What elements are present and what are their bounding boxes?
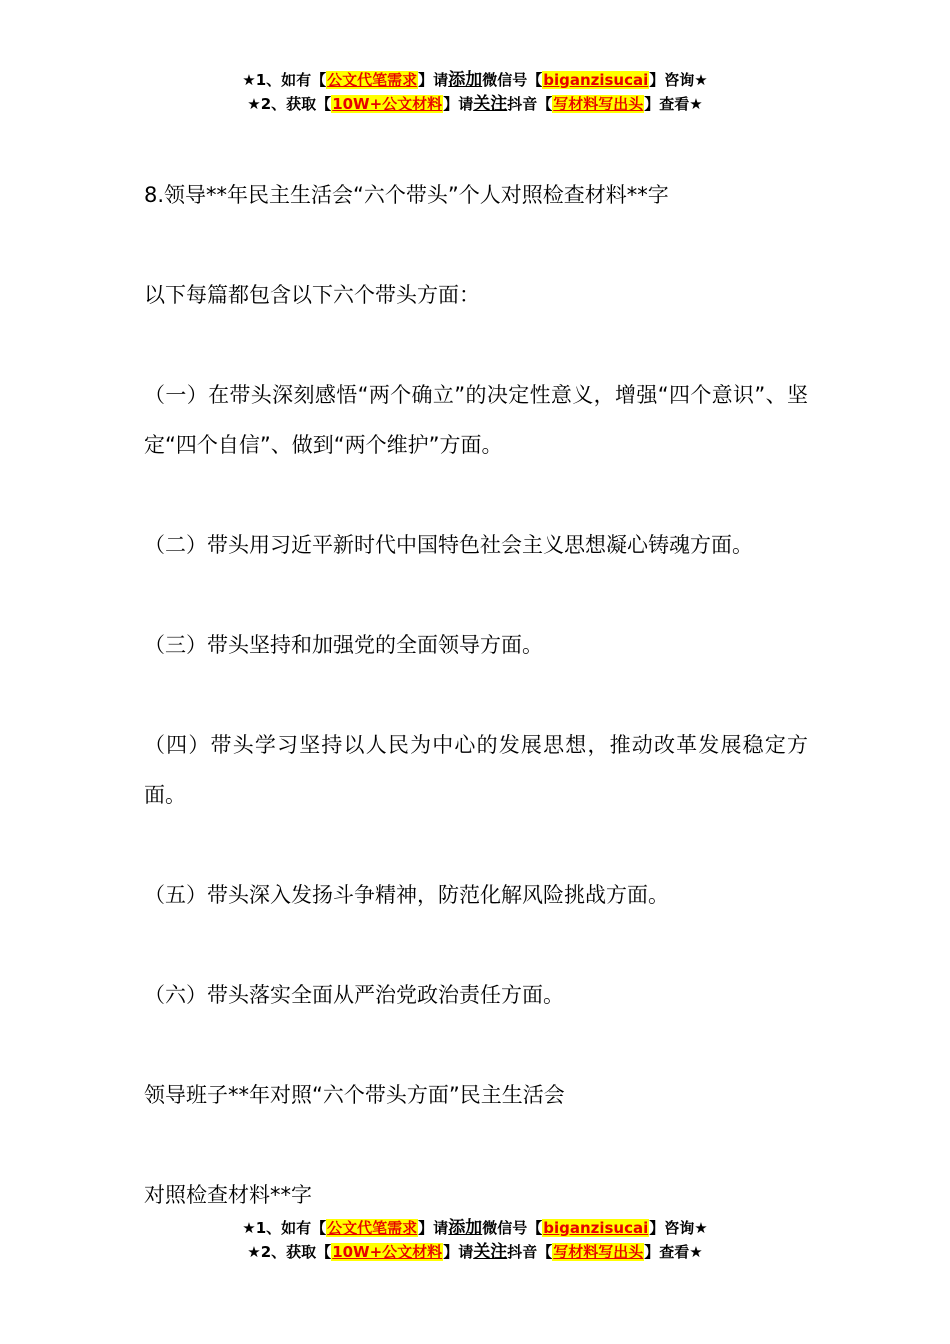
promo-line-1: [0, 1216, 950, 1240]
promo-text: 】请: [418, 1219, 449, 1237]
promo-text: 】咨询★: [649, 71, 708, 89]
promo-text: 微信号【: [482, 71, 543, 89]
promo-line-2: [0, 92, 950, 116]
intro-paragraph: 以下每篇都包含以下六个带头方面：: [144, 283, 480, 307]
document-body: [144, 170, 808, 1270]
promo-emphasis: 关注: [473, 94, 508, 114]
promo-text: 抖音【: [507, 1243, 553, 1261]
promo-text: 抖音【: [507, 95, 553, 113]
promo-banner-bottom: [0, 1216, 950, 1264]
promo-text: ★2、获取【: [247, 95, 332, 113]
promo-highlight: 公文代笔需求: [327, 71, 418, 89]
promo-highlight: 10W+公文材料: [332, 1243, 443, 1261]
promo-line-1: [0, 68, 950, 92]
promo-emphasis: 关注: [473, 1242, 508, 1262]
promo-text: ★1、如有【: [242, 1219, 327, 1237]
document-title: 8.领导**年民主生活会“六个带头”个人对照检查材料**字: [144, 183, 669, 207]
promo-text: 】请: [418, 71, 449, 89]
promo-text: 】请: [443, 95, 474, 113]
item-paragraph: （一）在带头深刻感悟“两个确立”的决定性意义，增强“四个意识”、坚定“四个自信”、做到“两个维护”方面。: [144, 383, 808, 457]
douyin-id-highlight: 写材料写出头: [553, 95, 644, 113]
item-paragraph: （六）带头落实全面从严治党政治责任方面。: [144, 983, 564, 1007]
item-paragraph: （二）带头用习近平新时代中国特色社会主义思想凝心铸魂方面。: [144, 533, 753, 557]
douyin-id-highlight: 写材料写出头: [553, 1243, 644, 1261]
promo-text: 微信号【: [482, 1219, 543, 1237]
wechat-id-highlight: biganzisucai: [543, 71, 649, 89]
promo-text: ★2、获取【: [247, 1243, 332, 1261]
wechat-id-highlight: biganzisucai: [543, 1219, 649, 1237]
promo-line-2: [0, 1240, 950, 1264]
promo-text: 】咨询★: [649, 1219, 708, 1237]
promo-text: 】请: [443, 1243, 474, 1261]
promo-emphasis: 添加: [448, 70, 483, 90]
closing-paragraph: 对照检查材料**字: [144, 1183, 312, 1207]
promo-emphasis: 添加: [448, 1218, 483, 1238]
promo-text: 】查看★: [644, 95, 703, 113]
closing-paragraph: 领导班子**年对照“六个带头方面”民主生活会: [144, 1083, 565, 1107]
promo-text: 】查看★: [644, 1243, 703, 1261]
promo-banner-top: [0, 68, 950, 116]
promo-text: ★1、如有【: [242, 71, 327, 89]
promo-highlight: 公文代笔需求: [327, 1219, 418, 1237]
promo-highlight: 10W+公文材料: [332, 95, 443, 113]
item-paragraph: （四）带头学习坚持以人民为中心的发展思想，推动改革发展稳定方面。: [144, 733, 808, 807]
item-paragraph: （三）带头坚持和加强党的全面领导方面。: [144, 633, 543, 657]
item-paragraph: （五）带头深入发扬斗争精神，防范化解风险挑战方面。: [144, 883, 669, 907]
